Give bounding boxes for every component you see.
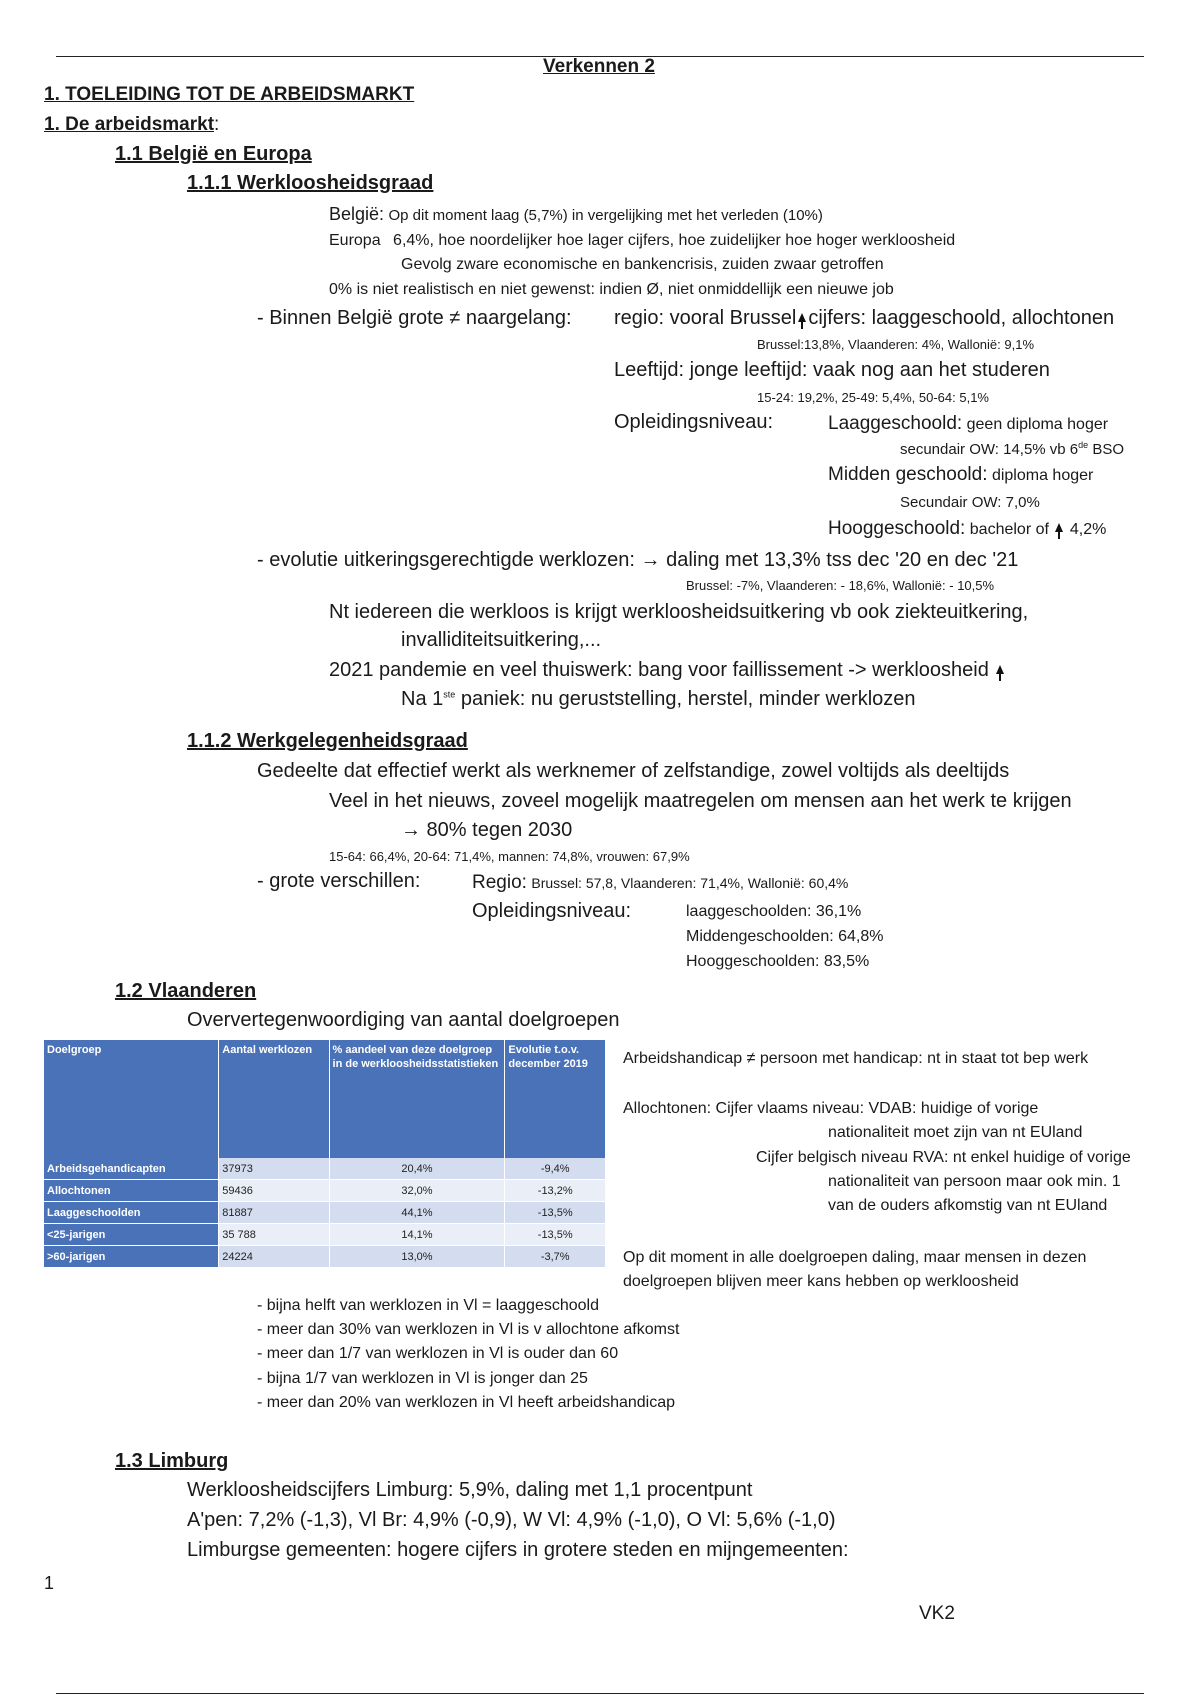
heading-werkgelegenheidsgraad: 1.1.2 Werkgelegenheidsgraad [187,730,468,752]
midden-pct: Middengeschoolden: 64,8% [686,928,884,945]
table-cell: 37973 [219,1158,329,1180]
opleiding-label: Opleidingsniveau: [614,411,773,433]
laag-label: Laaggeschoold: [828,413,963,434]
arrow-up-icon [996,665,1004,674]
chapter-heading: 1. TOELEIDING TOT DE ARBEIDSMARKT [44,84,415,105]
table-cell: -13,2% [505,1180,606,1202]
note-daling-1: Op dit moment in alle doelgroepen daling, maar mensen in dezen [623,1249,1087,1266]
table-cell: 24224 [219,1246,329,1268]
table-cell: Laaggeschoolden [44,1202,219,1224]
arrow-up-icon [798,313,806,322]
table-cell: Allochtonen [44,1180,219,1202]
table-cell: <25-jarigen [44,1224,219,1246]
table-cell: 32,0% [329,1180,505,1202]
limburg-line-3: Limburgse gemeenten: hogere cijfers in grotere steden en mijngemeenten: [187,1539,849,1561]
table-cell: Arbeidsgehandicapten [44,1158,219,1180]
table-header: % aandeel van deze doelgroep in de werkloosheidsstatistieken [329,1040,505,1158]
section-heading [44,114,219,136]
table-cell: 81887 [219,1202,329,1224]
table-cell: 13,0% [329,1246,505,1268]
arrow-up-icon [1055,523,1063,532]
section-heading-colon: : [214,114,220,135]
list-item: - bijna helft van werklozen in Vl = laaggeschoold [257,1297,599,1314]
laag-text-3: BSO [1088,441,1125,458]
table-header: Doelgroep [44,1040,219,1158]
leeftijd-line: Leeftijd: jonge leeftijd: vaak nog aan het studeren [614,359,1050,381]
laag-line [828,413,1108,435]
regio-wg-line [472,872,848,894]
list-item: - bijna 1/7 van werklozen in Vl is jonger dan 25 [257,1370,588,1387]
page-title: Verkennen 2 [543,56,655,77]
table-cell: 14,1% [329,1224,505,1246]
evolutie-line: - evolutie uitkeringsgerechtigde werklozen: → daling met 13,3% tss dec '20 en dec '21 [257,549,1019,571]
binnen-line: - Binnen België grote ≠ naargelang: [257,307,572,329]
verschillen-line: - grote verschillen: [257,870,421,892]
table-cell: 44,1% [329,1202,505,1224]
table-row [44,1158,606,1180]
hoog-pct: Hooggeschoolden: 83,5% [686,953,870,970]
table-cell: 59436 [219,1180,329,1202]
list-item: - meer dan 1/7 van werklozen in Vl is ouder dan 60 [257,1345,619,1362]
evolutie-detail: Brussel: -7%, Vlaanderen: - 18,6%, Wallonië: - 10,5% [686,578,995,593]
heading-werkloosheidsgraad: 1.1.1 Werkloosheidsgraad [187,172,434,194]
table-row [44,1246,606,1268]
europa-label: Europa [329,232,381,249]
belgie-line [329,204,823,225]
table-header-row [44,1040,606,1158]
doel-2030-line: → 80% tegen 2030 [401,819,573,841]
belgie-text: Op dit moment laag (5,7%) in vergelijking met het verleden (10%) [388,207,823,224]
subsection-heading-belgie-europa: 1.1 België en Europa [115,143,312,165]
table-cell: -3,7% [505,1246,606,1268]
subsection-heading-vlaanderen: 1.2 Vlaanderen [115,980,257,1002]
laag-text-2: secundair OW: 14,5% vb 6 [900,441,1079,458]
limburg-line-1: Werkloosheidscijfers Limburg: 5,9%, daling met 1,1 procentpunt [187,1479,753,1501]
regio-wg-label: Regio: [472,872,527,893]
regio-line [614,307,1114,330]
laag-pct: laaggeschoolden: 36,1% [686,903,862,920]
laag-sup: de [1078,440,1089,450]
opleiding-wg-label: Opleidingsniveau: [472,900,631,922]
table-row [44,1224,606,1246]
midden-text: diploma hoger [991,467,1094,484]
niet-iedereen-line: Nt iedereen die werkloos is krijgt werkloosheidsuitkering vb ook ziekteuitkering, [329,601,1029,623]
hoog-value: 4,2% [1069,521,1107,538]
na-eerste-line [401,688,916,711]
table-row [44,1202,606,1224]
europa-line [329,232,955,250]
gedeelte-line: Gedeelte dat effectief werkt als werknemer of zelfstandige, zowel voltijds als deeltijds [257,760,1010,782]
limburg-line-2: A'pen: 7,2% (-1,3), Vl Br: 4,9% (-0,9), W Vl: 4,9% (-1,0), O Vl: 5,6% (-1,0) [187,1509,836,1531]
pandemie-line [329,659,1006,682]
footer-label: VK2 [919,1603,955,1624]
gevolg-line: Gevolg zware economische en bankencrisis, zuiden zwaar getroffen [401,256,884,273]
belgie-label: België: [329,204,385,224]
leeftijd-detail: 15-24: 19,2%, 25-49: 5,4%, 50-64: 5,1% [757,390,989,405]
nieuws-line: Veel in het nieuws, zoveel mogelijk maatregelen om mensen aan het werk te krijgen [329,790,1072,812]
table-header: Evolutie t.o.v. december 2019 [505,1040,606,1158]
na-eerste-a: Na 1 [401,688,444,710]
table-row [44,1180,606,1202]
note-daling-2: doelgroepen blijven meer kans hebben op werkloosheid [623,1273,1019,1290]
regio-wg-values: Brussel: 57,8, Vlaanderen: 71,4%, Wallonië: 60,4% [531,875,849,891]
table-cell: >60-jarigen [44,1246,219,1268]
midden-label: Midden geschoold: [828,464,988,485]
midden-line-2: Secundair OW: 7,0% [900,494,1040,511]
table-cell: -13,5% [505,1202,606,1224]
regio-detail: Brussel:13,8%, Vlaanderen: 4%, Wallonië: 9,1% [757,337,1035,352]
note-allochtonen-5: van de ouders afkomstig van nt EUland [828,1197,1108,1214]
list-item: - meer dan 30% van werklozen in Vl is v allochtone afkomst [257,1321,680,1338]
regio-text-a: regio: vooral Brussel [614,307,797,329]
note-allochtonen-3: Cijfer belgisch niveau RVA: nt enkel huidige of vorige [756,1149,1131,1166]
table-cell: 20,4% [329,1158,505,1180]
na-eerste-sup: ste [443,689,456,700]
subsection-heading-limburg: 1.3 Limburg [115,1450,229,1472]
laag-line-2 [900,440,1124,458]
section-heading-text: 1. De arbeidsmarkt [44,114,215,135]
bottom-rule [56,1693,1144,1694]
hoog-line [828,518,1106,540]
midden-line [828,464,1093,486]
hoog-text: bachelor of [969,521,1049,538]
zero-line: 0% is niet realistisch en niet gewenst: indien Ø, niet onmiddellijk een nieuwe job [329,281,894,298]
table-cell: -9,4% [505,1158,606,1180]
niet-iedereen-line-2: invalliditeitsuitkering,... [401,629,602,651]
pandemie-text: 2021 pandemie en veel thuiswerk: bang voor faillissement -> werkloosheid [329,659,989,681]
hoog-label: Hooggeschoold: [828,518,966,539]
regio-text-b: cijfers: laaggeschoold, allochtonen [808,307,1115,329]
na-eerste-b: paniek: nu geruststelling, herstel, minder werklozen [455,688,916,710]
note-allochtonen-2: nationaliteit moet zijn van nt EUland [828,1124,1083,1141]
note-allochtonen-4: nationaliteit van persoon maar ook min. 1 [828,1173,1121,1190]
werkgelegenheid-detail: 15-64: 66,4%, 20-64: 71,4%, mannen: 74,8%, vrouwen: 67,9% [329,849,690,864]
list-item: - meer dan 20% van werklozen in Vl heeft arbeidshandicap [257,1394,676,1411]
table-cell: -13,5% [505,1224,606,1246]
vlaanderen-intro: Oververtegenwoordiging van aantal doelgroepen [187,1009,620,1031]
note-handicap: Arbeidshandicap ≠ persoon met handicap: nt in staat tot bep werk [623,1050,1089,1067]
doelgroepen-table [44,1040,606,1268]
table-cell: 35 788 [219,1224,329,1246]
europa-text: 6,4%, hoe noordelijker hoe lager cijfers, hoe zuidelijker hoe hoger werkloosheid [393,232,956,249]
table-header: Aantal werklozen [219,1040,329,1158]
note-allochtonen-1: Allochtonen: Cijfer vlaams niveau: VDAB: huidige of vorige [623,1100,1039,1117]
laag-text: geen diploma hoger [966,416,1109,433]
page-number: 1 [44,1573,55,1593]
